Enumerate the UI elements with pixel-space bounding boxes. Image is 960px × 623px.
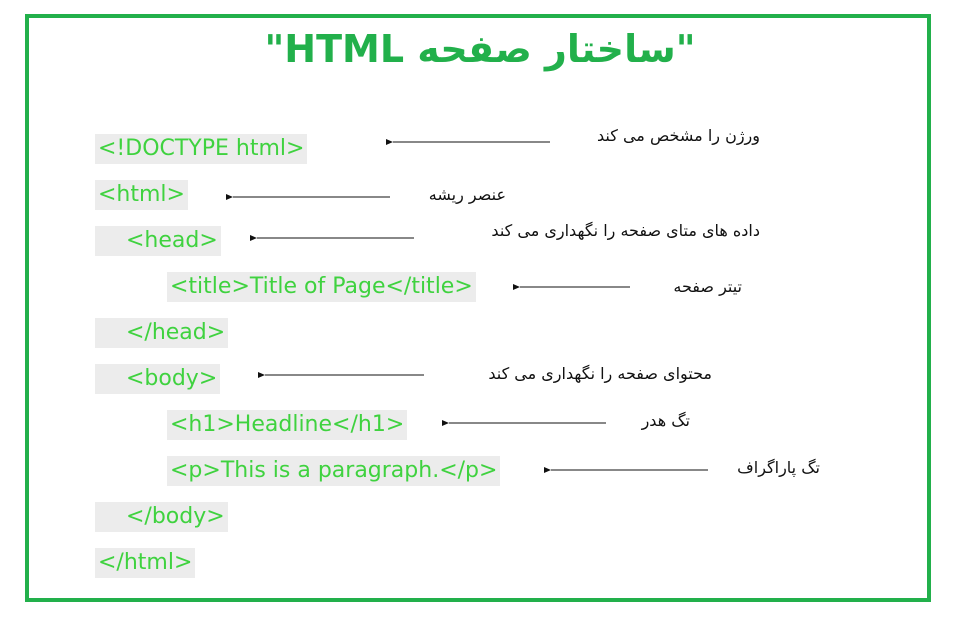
label-html: عنصر ریشه (428, 185, 506, 204)
label-head: داده های متای صفحه را نگهداری می کند (491, 221, 760, 240)
label-title: تیتر صفحه (673, 277, 742, 296)
code-line-p: <p>This is a paragraph.</p> (167, 456, 500, 486)
code-line-h1: <h1>Headline</h1> (167, 410, 407, 440)
label-p: تگ پاراگراف (737, 458, 820, 477)
code-line-body-close: </body> (95, 502, 228, 532)
code-line-doctype: <!DOCTYPE html> (95, 134, 307, 164)
code-line-html-open: <html> (95, 180, 188, 210)
code-line-body-open: <body> (95, 364, 220, 394)
code-line-html-close: </html> (95, 548, 195, 578)
label-body: محتوای صفحه را نگهداری می کند (488, 364, 712, 383)
label-doctype: ورژن را مشخص می کند (597, 126, 760, 145)
code-line-head-open: <head> (95, 226, 221, 256)
code-line-title: <title>Title of Page</title> (167, 272, 476, 302)
label-h1: تگ هدر (641, 411, 690, 430)
code-line-head-close: </head> (95, 318, 228, 348)
diagram-title: "ساختار صفحه HTML" (264, 27, 696, 71)
